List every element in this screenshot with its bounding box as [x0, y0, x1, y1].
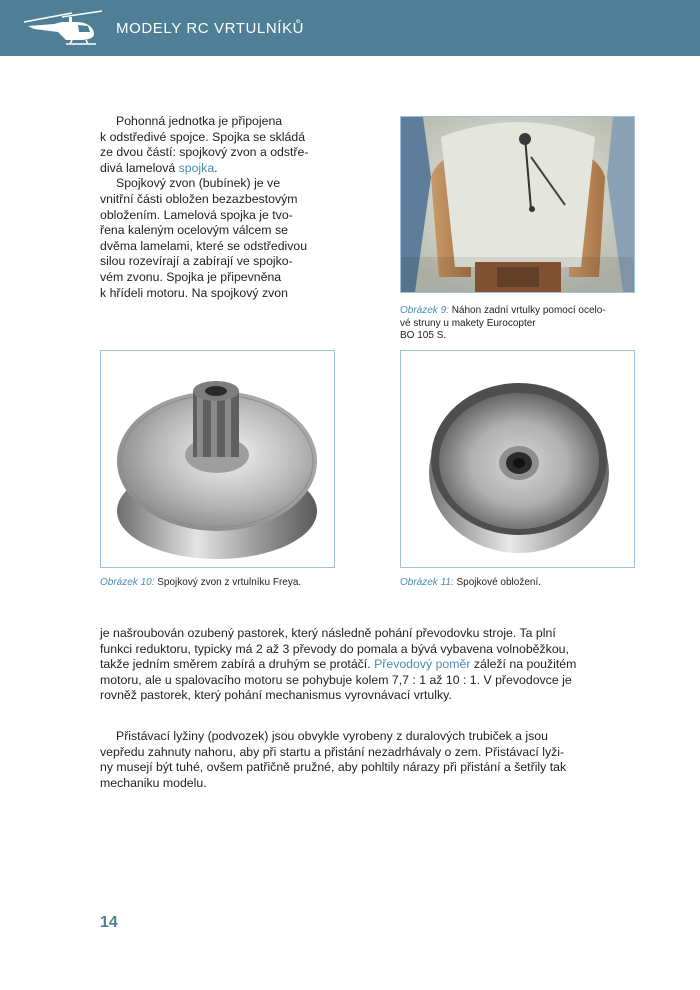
text-line: funkci reduktoru, typicky má 2 až 3 převody do pomala a bývá vybavena volnoběžkou, [100, 641, 569, 656]
text-line: rovněž pastorek, který pohání mechanismus vyrovnávací vrtulky. [100, 688, 452, 703]
paragraph-clutch-bell [100, 176, 340, 301]
text-line: vém zvonu. Spojka je připevněna [100, 269, 282, 284]
text-line: záleží na použitém [470, 657, 577, 672]
figure-9-photo [400, 116, 635, 293]
paragraph-landing-gear [100, 729, 636, 791]
text-line: je našroubován ozubený pastorek, který následně pohání převodovku stroje. Ta plní [100, 626, 556, 640]
page-header [0, 0, 700, 56]
text-line: takže jedním směrem zabírá a druhým se protáčí. [100, 657, 375, 672]
figure-11-caption [400, 577, 640, 590]
text-punct: . [214, 160, 218, 175]
text-line: ze dvou částí: spojkový zvon a odstře- [100, 145, 309, 160]
page-number: 14 [100, 914, 118, 931]
text-line: mechaniku modelu. [100, 775, 207, 790]
header-title: MODELY RC VRTULNÍKŮ [116, 20, 305, 37]
paragraph-gearbox [100, 626, 636, 704]
text-line: vnitřní části obložen bezazbestovým [100, 191, 298, 206]
intro-text-column [100, 114, 340, 301]
text-line: divá lamelová [100, 160, 179, 175]
figure-10-photo [100, 350, 335, 568]
text-line: motoru, ale u spalovacího motoru se pohybuje kolem 7,7 : 1 až 10 : 1. V převodovce je [100, 672, 572, 687]
figure-10-caption [100, 577, 360, 590]
figure-10-label: Obrázek 10: [100, 577, 155, 588]
text-line: vepředu zahnuty nahoru, aby při startu a přistání nezadrhávaly o zem. Přistávací lyži- [100, 744, 565, 759]
text-line: Přistávací lyžiny (podvozek) jsou obvykle vyrobeny z duralových trubiček a jsou [116, 729, 548, 743]
text-line: dvěma lamelami, které se odstředivou [100, 238, 308, 253]
text-line: obložením. Lamelová spojka je tvo- [100, 207, 293, 222]
paragraph-clutch-intro [100, 114, 340, 176]
figure-11-label: Obrázek 11: [400, 577, 454, 588]
figure-9-label: Obrázek 9: [400, 305, 449, 316]
link-spojka[interactable]: spojka [178, 160, 215, 175]
link-prevodovy-pomer[interactable]: Převodový poměr [374, 657, 471, 672]
text-line: řena kaleným ocelovým válcem se [100, 223, 288, 238]
figure-9-caption [400, 305, 640, 343]
text-line: ny musejí být tuhé, ovšem patřičně pružné, aby pohltily nárazy při přistání a šetřily tak [100, 760, 567, 775]
caption-text: Spojkové obložení. [453, 577, 542, 588]
text-line: silou rozevírají a zabírají ve spojko- [100, 254, 293, 269]
figure-11-photo [400, 350, 635, 568]
text-line: k hřídeli motoru. Na spojkový zvon [100, 285, 288, 300]
text-line: k odstředivé spojce. Spojka se skládá [100, 129, 306, 144]
caption-text: vé struny u makety Eurocopter [400, 317, 536, 329]
caption-text: BO 105 S. [400, 330, 447, 341]
text-line: Pohonná jednotka je připojena [116, 114, 283, 128]
helicopter-icon [22, 8, 104, 50]
caption-text: Spojkový zvon z vrtulníku Freya. [154, 577, 302, 588]
caption-text: Náhon zadní vrtulky pomocí ocelo- [448, 305, 606, 316]
text-line: Spojkový zvon (bubínek) je ve [116, 176, 281, 191]
